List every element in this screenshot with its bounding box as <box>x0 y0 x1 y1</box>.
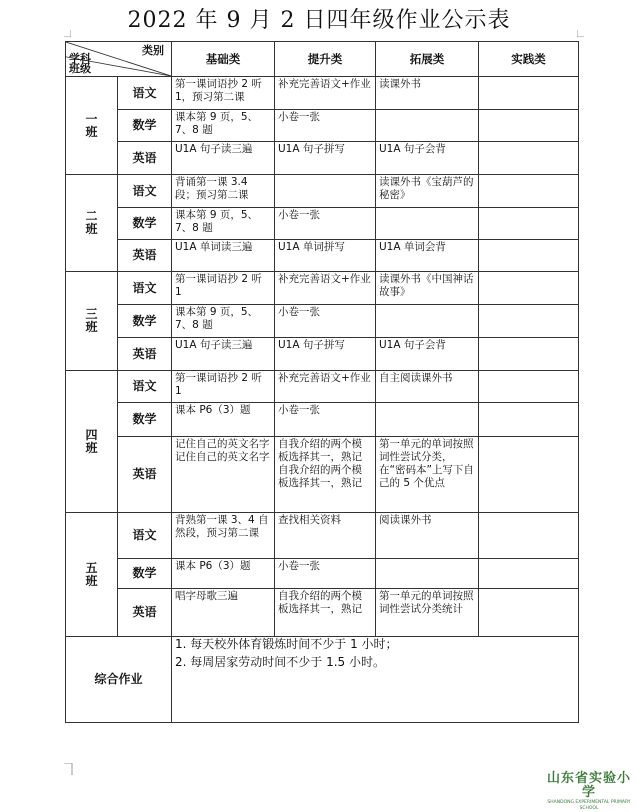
practice-cell <box>479 513 579 559</box>
header-row <box>66 42 579 77</box>
class-name-cell: 三 班 <box>66 272 118 371</box>
class-name-cell: 二 班 <box>66 175 118 272</box>
practice-cell <box>479 142 579 175</box>
table-row <box>66 559 579 589</box>
basic-cell: 课本第 9 页，5、7、8 题 <box>172 208 275 240</box>
practice-cell <box>479 589 579 637</box>
basic-cell: 课本第 9 页，5、7、8 题 <box>172 305 275 338</box>
expand-cell: 第一单元的单词按照词性尝试分类统计 <box>376 589 479 637</box>
table-row <box>66 240 579 272</box>
table-row <box>66 305 579 338</box>
basic-cell: U1A 句子读三遍 <box>172 338 275 371</box>
table-row <box>66 208 579 240</box>
basic-cell: U1A 句子读三遍 <box>172 142 275 175</box>
table-row <box>66 371 579 403</box>
practice-cell <box>479 240 579 272</box>
general-label-cell: 综合作业 <box>66 637 172 723</box>
basic-cell: 课本第 9 页，5、7、8 题 <box>172 110 275 142</box>
improve-cell: 小卷一张 <box>275 403 376 437</box>
improve-cell: 查找相关资料 <box>275 513 376 559</box>
practice-cell <box>479 175 579 208</box>
general-item: 1. 每天校外体育锻炼时间不少于 1 小时； <box>175 637 398 651</box>
practice-cell <box>479 371 579 403</box>
general-content-cell <box>172 637 579 723</box>
expand-cell: U1A 句子会背 <box>376 142 479 175</box>
improve-cell: 小卷一张 <box>275 208 376 240</box>
improve-cell: 小卷一张 <box>275 559 376 589</box>
table-row <box>66 77 579 110</box>
header-subject-label: 学科 <box>69 52 91 65</box>
basic-cell: 背熟第一课 3、4 自然段，预习第二课 <box>172 513 275 559</box>
basic-cell: 第一课词语抄 2 听 1 <box>172 272 275 305</box>
class-name-cell: 四 班 <box>66 371 118 513</box>
basic-cell: 背诵第一课 3.4 段；预习第二课 <box>172 175 275 208</box>
table-row <box>66 437 579 513</box>
header-category-label: 类别 <box>142 44 164 57</box>
subject-cell: 数学 <box>118 208 172 240</box>
table-row <box>66 589 579 637</box>
homework-table <box>65 41 579 723</box>
basic-cell: U1A 单词读三遍 <box>172 240 275 272</box>
improve-cell <box>275 175 376 208</box>
subject-cell: 英语 <box>118 589 172 637</box>
improve-cell: 小卷一张 <box>275 305 376 338</box>
improve-cell: U1A 单词拼写 <box>275 240 376 272</box>
practice-cell <box>479 208 579 240</box>
table-row <box>66 403 579 437</box>
subject-cell: 数学 <box>118 559 172 589</box>
corner-mark-bottom-left <box>64 763 73 775</box>
subject-cell: 语文 <box>118 272 172 305</box>
subject-cell: 语文 <box>118 371 172 403</box>
practice-cell <box>479 559 579 589</box>
column-header-expand: 拓展类 <box>376 42 479 77</box>
header-class-label: 班级 <box>69 62 91 75</box>
expand-cell: 自主阅读课外书 <box>376 371 479 403</box>
subject-cell: 数学 <box>118 305 172 338</box>
column-header-improve: 提升类 <box>275 42 376 77</box>
table-row <box>66 272 579 305</box>
subject-cell: 英语 <box>118 437 172 513</box>
improve-cell: U1A 句子拼写 <box>275 142 376 175</box>
expand-cell <box>376 208 479 240</box>
practice-cell <box>479 403 579 437</box>
expand-cell: U1A 句子会背 <box>376 338 479 371</box>
improve-cell: U1A 句子拼写 <box>275 338 376 371</box>
school-logo <box>543 771 635 811</box>
general-item: 2. 每周居家劳动时间不少于 1.5 小时。 <box>175 655 385 669</box>
expand-cell: 第一单元的单词按照词性尝试分类，在“密码本”上写下自己的 5 个优点 <box>376 437 479 513</box>
table-row <box>66 175 579 208</box>
table-row <box>66 110 579 142</box>
basic-cell: 第一课词语抄 2 听 1 <box>172 371 275 403</box>
basic-cell: 第一课词语抄 2 听 1，预习第二课 <box>172 77 275 110</box>
basic-cell: 记住自己的英文名字 记住自己的英文名字 <box>172 437 275 513</box>
general-row <box>66 637 579 723</box>
improve-cell: 补充完善语文+作业 <box>275 77 376 110</box>
practice-cell <box>479 305 579 338</box>
school-logo-name: 山东省实验小学 <box>546 771 631 800</box>
expand-cell: U1A 单词会背 <box>376 240 479 272</box>
expand-cell: 阅读课外书 <box>376 513 479 559</box>
improve-cell: 补充完善语文+作业 <box>275 272 376 305</box>
expand-cell <box>376 110 479 142</box>
subject-cell: 英语 <box>118 240 172 272</box>
expand-cell <box>376 305 479 338</box>
practice-cell <box>479 437 579 513</box>
header-corner-cell <box>66 42 172 77</box>
corner-mark-top-left <box>64 30 71 37</box>
expand-cell <box>376 559 479 589</box>
basic-cell: 课本 P6（3）题 <box>172 559 275 589</box>
expand-cell: 读课外书《宝葫芦的秘密》 <box>376 175 479 208</box>
subject-cell: 语文 <box>118 513 172 559</box>
basic-cell: 课本 P6（3）题 <box>172 403 275 437</box>
practice-cell <box>479 338 579 371</box>
practice-cell <box>479 272 579 305</box>
corner-mark-top-right <box>577 30 584 37</box>
subject-cell: 数学 <box>118 110 172 142</box>
table-row <box>66 513 579 559</box>
improve-cell: 补充完善语文+作业 <box>275 371 376 403</box>
subject-cell: 数学 <box>118 403 172 437</box>
column-header-practice: 实践类 <box>479 42 579 77</box>
class-name-cell: 五 班 <box>66 513 118 637</box>
column-header-basic: 基础类 <box>172 42 275 77</box>
practice-cell <box>479 77 579 110</box>
improve-cell: 小卷一张 <box>275 110 376 142</box>
improve-cell: 自我介绍的两个模板选择其一，熟记 <box>275 589 376 637</box>
expand-cell: 读课外书 <box>376 77 479 110</box>
school-logo-english: SHANDONG EXPERIMENTAL PRIMARY SCHOOL <box>547 800 631 811</box>
class-name-cell: 一 班 <box>66 77 118 175</box>
subject-cell: 英语 <box>118 338 172 371</box>
practice-cell <box>479 110 579 142</box>
table-row <box>66 142 579 175</box>
subject-cell: 英语 <box>118 142 172 175</box>
subject-cell: 语文 <box>118 175 172 208</box>
page-title: 2022 年 9 月 2 日四年级作业公示表 <box>127 8 511 33</box>
improve-cell: 自我介绍的两个模板选择其一，熟记自我介绍的两个模板选择其一，熟记 <box>275 437 376 513</box>
table-row <box>66 338 579 371</box>
basic-cell: 唱字母歌三遍 <box>172 589 275 637</box>
expand-cell <box>376 403 479 437</box>
expand-cell: 读课外书《中国神话故事》 <box>376 272 479 305</box>
subject-cell: 语文 <box>118 77 172 110</box>
